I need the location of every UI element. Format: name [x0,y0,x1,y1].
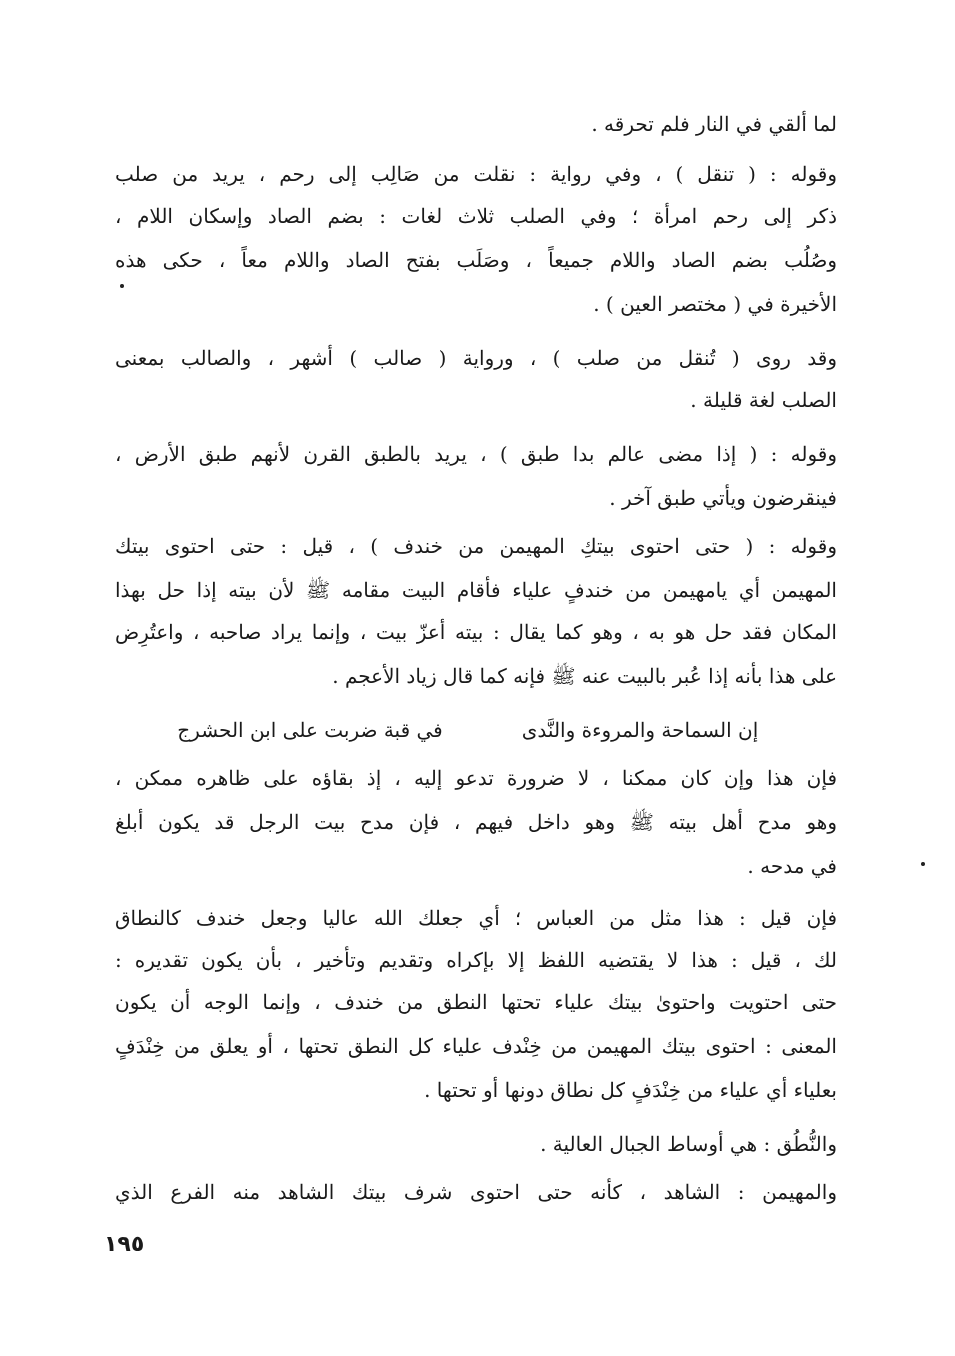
text-line: المعنى : احتوى بيتك المهيمن من خِنْدف علياء كل النطق تحتها ، أو يعلق من خِنْدَفٍ [115,1034,837,1058]
text-line: الأخيرة في ( مختصر العين ) . [593,292,837,316]
text-line: فينقرضون ويأتي طبق آخر . [609,486,837,510]
text-line: المهيمن أي يامهيمن من خندفٍ علياء فأقام البيت مقامه ﷺ لأن بيته إذا حل بهذا [115,578,837,602]
text-line: المكان فقد حل هو به ، وهو كما يقال : بيته أعزّ بيت ، وإنما يراد صاحبه ، واعتُرِض [115,620,837,644]
text-line: بعلياء أي علياء من خِنْدَفٍ كل نطاق دونها أو تحتها . [424,1078,837,1102]
text-line: ذكر إلى رحم امرأة ؛ وفي الصلب ثلاث لغات : بضم الصاد وإسكان اللام ، [115,204,837,228]
text-line: فإن قيل : هذا مثل من العباس ؛ أي جعلك الله عاليا وجعل خندف كالنطاق [115,906,837,930]
ink-speck [120,284,124,288]
verse-second-hemistich: في قبة ضربت على ابن الحشرج [177,718,443,742]
ink-speck [921,862,925,866]
page-number: ١٩٥ [104,1232,145,1257]
text-line: وهو مدح أهل بيته ﷺ وهو داخل فيهم ، فإن مدح بيت الرجل قد يكون أبلغ [115,810,837,834]
text-line: والمهيمن : الشاهد ، كأنه حتى احتوى شرف بيتك الشاهد منه الفرع الذي [115,1180,837,1204]
text-line: وصُلُب بضم الصاد واللام جميعاً ، وصَلَب بفتح الصاد واللام معاً ، حكى هذه [115,248,837,272]
text-line: وقوله : ( تنقل ) ، وفي رواية : نقلت من صَالِب إلى رحم ، يريد من صلب [115,162,837,186]
text-line: على هذا بأنه إذا عُبر بالبيت عنه ﷺ فإنه كما قال زياد الأعجم . [332,664,837,688]
text-line: والنُّطُق : هي أوساط الجبال العالية . [540,1132,837,1156]
text-line: في مدحه . [747,854,837,878]
verse-first-hemistich: إن السماحة والمروءة والنَّدى [521,718,759,742]
text-line: حتى احتويت واحتوىٰ بيتك علياء تحتها النطق من خندف ، وإنما الوجه أن يكون [115,990,837,1014]
text-line: وقد روى ( تُنقل من صلب ) ، ورواية ( صالب ) أشهر ، والصالب بمعنى [115,346,837,370]
text-line: لك ، قيل : هذا لا يقتضيه اللفظ إلا بإكراه وتقديم وتأخير ، بأن يكون تقديره : [115,948,837,972]
text-line: وقوله : ( إذا مضى عالم بدا طبق ) ، يريد بالطبق القرن لأنهم طبق الأرض ، [115,442,837,466]
text-line: فإن هذا وإن كان ممكنا ، لا ضرورة تدعو إليه ، إذ بقاؤه على ظاهره ممكن ، [115,766,837,790]
text-line: لما ألقي في النار فلم تحرقه . [591,112,837,136]
text-line: الصلب لغة قليلة . [690,388,837,412]
text-line: وقوله : ( حتى احتوى بيتكِ المهيمن من خندف ) ، قيل : حتى احتوى بيتك [115,534,837,558]
